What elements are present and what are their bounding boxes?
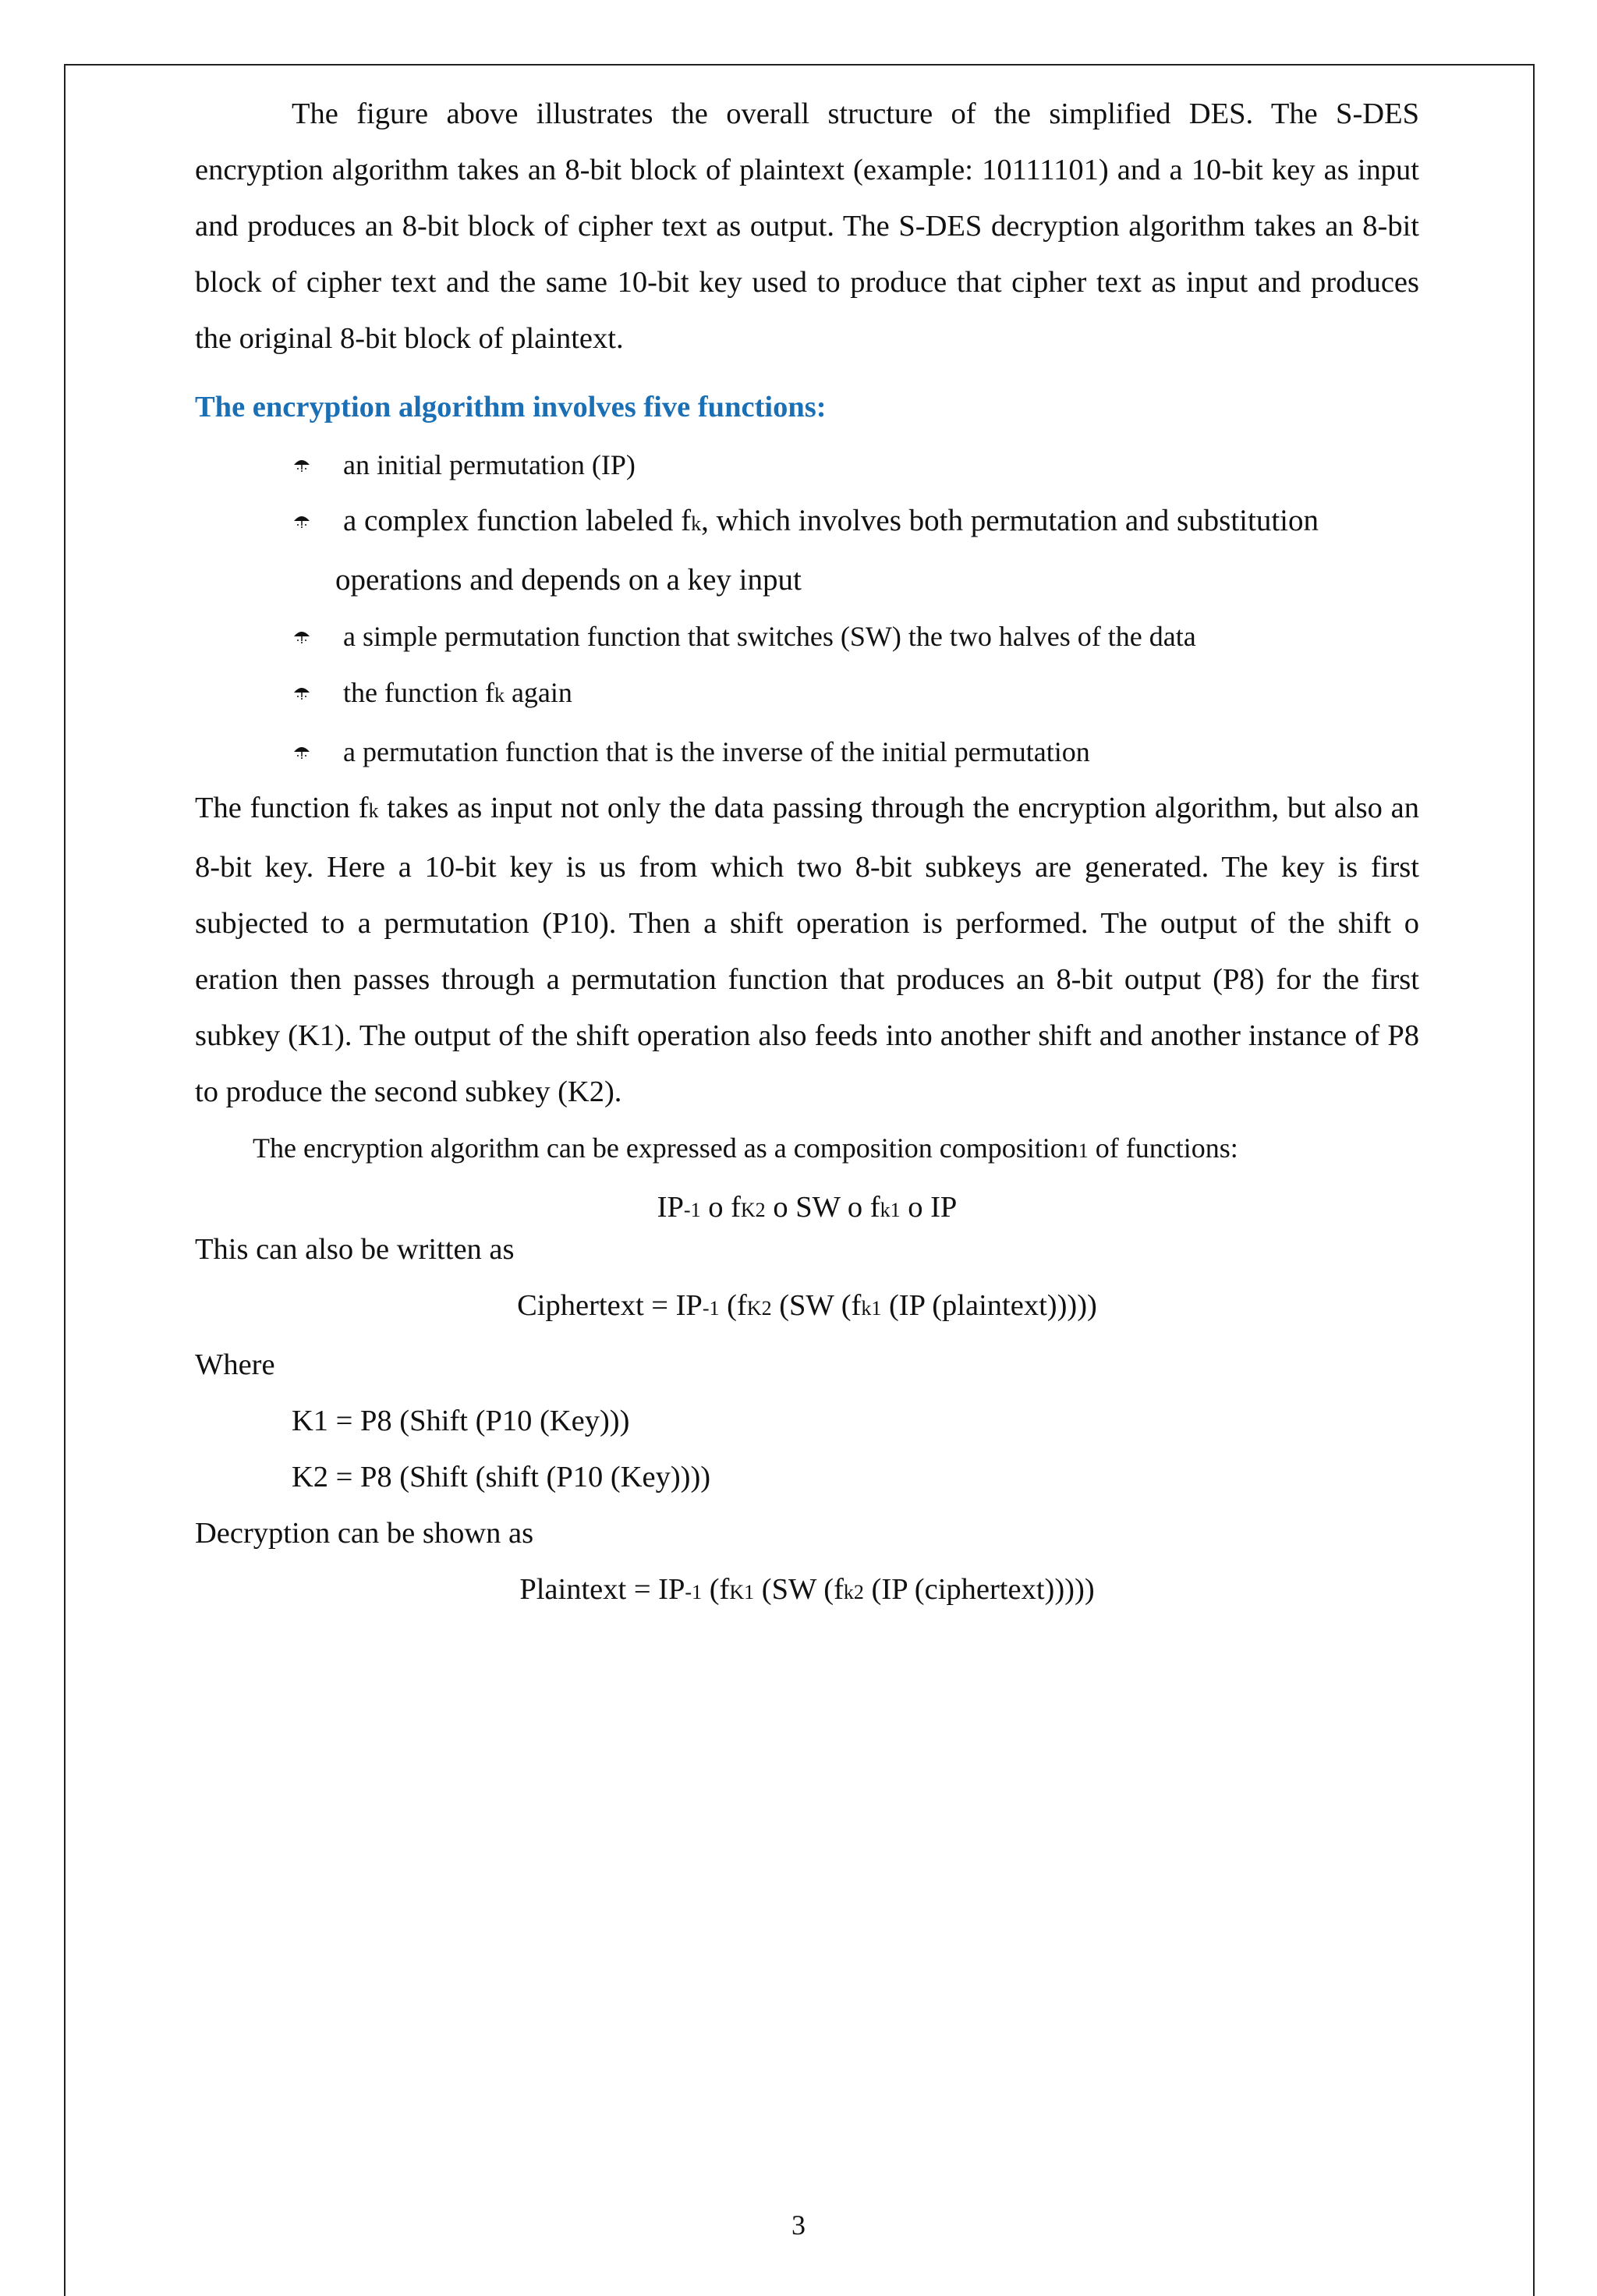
bullet-text: a permutation function that is the inverse of the initial permutation <box>343 736 1090 767</box>
bullet-text: a simple permutation function that switches (SW) the two halves of the data <box>343 621 1196 652</box>
k1-definition: K1 = P8 (Shift (P10 (Key))) <box>292 1405 630 1437</box>
section-heading: The encryption algorithm involves five functions: <box>195 391 827 423</box>
document-body <box>195 86 1419 1621</box>
where-label: Where <box>195 1348 275 1381</box>
umbrella-rain-icon <box>290 608 313 664</box>
umbrella-rain-icon <box>290 437 313 493</box>
list-item <box>195 724 1419 780</box>
list-item <box>195 664 1419 724</box>
bullet-text: the function fk again <box>343 677 572 708</box>
function-list <box>195 437 1419 780</box>
formula-composition: IP-1 o fK2 o SW o fk1 o IP <box>657 1191 958 1224</box>
umbrella-rain-icon <box>290 724 313 780</box>
decryption-intro: Decryption can be shown as <box>195 1517 534 1550</box>
k2-definition: K2 = P8 (Shift (shift (P10 (Key)))) <box>292 1461 711 1493</box>
composition-line: The encryption algorithm can be expressed as a composition composition1 of functions: <box>253 1132 1238 1164</box>
bullet-text: a complex function labeled fk, which involves both permutation and substitution <box>343 504 1319 537</box>
written-as-line: This can also be written as <box>195 1233 515 1266</box>
page-number: 3 <box>791 2209 806 2240</box>
bullet-text: operations and depends on a key input <box>335 563 802 597</box>
bullet-text: an initial permutation (IP) <box>343 449 636 480</box>
list-item <box>195 608 1419 664</box>
list-item <box>195 493 1419 552</box>
intro-paragraph: The figure above illustrates the overall structure of the simplified DES. The S-DES encryption algorithm takes an 8-bit block of plaintext (example: 10111101) and a 10-bit key as input and produces an 8-bit block of cipher text as output. The S-DES decryption algorithm takes an 8-bit block of cipher text and the same 10-bit key used to produce that cipher text as input and produces the original 8-bit block of plaintext. <box>195 97 1419 355</box>
umbrella-rain-icon <box>290 493 313 549</box>
umbrella-rain-icon <box>290 664 313 721</box>
list-item <box>195 437 1419 493</box>
list-item-continuation <box>195 552 1419 608</box>
fk-paragraph: The function fk takes as input not only the data passing through the encryption algorithm, but also an 8-bit key. Here a 10-bit key is us from which two 8-bit subkeys are generated. The key is first subjected to a permutation (P10). Then a shift operation is performed. The output of the shift o eration then passes through a permutation function that produces an 8-bit output (P8) for the first subkey (K1). The output of the shift operation also feeds into another shift and another instance of P8 to produce the second subkey (K2). <box>195 792 1420 1108</box>
formula-ciphertext: Ciphertext = IP-1 (fK2 (SW (fk1 (IP (plaintext))))) <box>517 1289 1097 1322</box>
formula-plaintext: Plaintext = IP-1 (fK1 (SW (fk2 (IP (ciphertext))))) <box>519 1573 1095 1606</box>
